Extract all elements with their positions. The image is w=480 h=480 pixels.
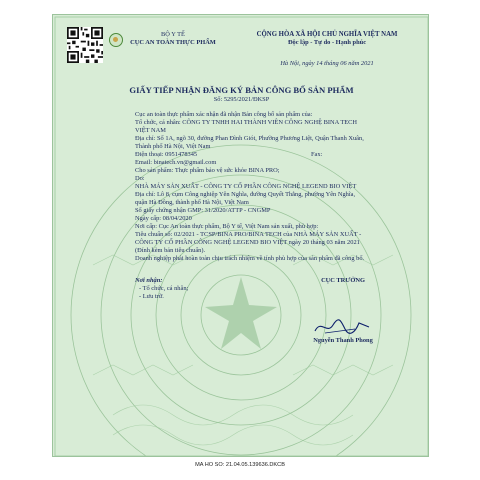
body-line: Số giấy chứng nhận GMP: 31/2020/ATTP - CNGMP xyxy=(135,207,271,214)
recipient-item: - Tổ chức, cá nhân; xyxy=(139,285,189,292)
body-line: Cục an toàn thực phẩm xác nhận đã nhận Bản công bố sản phẩm của: xyxy=(135,111,313,118)
document-title: GIẤY TIẾP NHẬN ĐĂNG KÝ BẢN CÔNG BỐ SẢN PHẨM xyxy=(129,85,354,95)
handwritten-signature xyxy=(311,317,373,337)
body-line: Địa chỉ: Số 1A, ngõ 30, đường Phan Đình Giót, Phường Phương Liệt, Quận Thanh Xuân, xyxy=(135,135,364,142)
body-line: Nơi cấp: Cục An toàn thực phẩm, Bộ Y tế, Việt Nam sản xuất, phù hợp: xyxy=(135,223,319,230)
certificate-document xyxy=(52,14,429,457)
issue-date: Hà Nội, ngày 14 tháng 06 năm 2021 xyxy=(280,60,374,67)
signatory-role: CỤC TRƯỞNG xyxy=(321,277,365,284)
recipients-heading: Nơi nhận: xyxy=(135,277,163,284)
body-line: Do: xyxy=(135,175,145,182)
document-number: Số: 5295/2021/ĐKSP xyxy=(213,96,270,103)
body-line: NHÀ MÁY SẢN XUẤT - CÔNG TY CỔ PHẦN CÔNG NGHỆ LEGEND BIO VIỆT xyxy=(135,183,357,190)
body-line: VIỆT NAM xyxy=(135,127,166,134)
body-line: Doanh nghiệp phải hoàn toàn chịu trách nhiệm về tính phù hợp của sản phẩm đã công bố. xyxy=(135,255,365,262)
qr-code xyxy=(67,27,103,63)
recipient-item: - Lưu trữ. xyxy=(139,293,164,300)
dossier-code: MA HO SO: 21.04.05.139636.DKCB xyxy=(195,462,285,468)
body-line: Tổ chức, cá nhân: CÔNG TY TNHH HAI THÀNH VIÊN CÔNG NGHỆ BINA TECH xyxy=(135,119,358,126)
body-line: Ngày cấp: 08/04/2020 xyxy=(135,215,192,222)
phone-line: Điện thoại: 0951478345 xyxy=(135,151,198,158)
body-line: quận Hà Đông, thành phố Hà Nội, Việt Nam xyxy=(135,199,249,206)
ministry-name: BỘ Y TẾ xyxy=(161,31,185,38)
fax-label: Fax: xyxy=(311,151,323,158)
email-line: Email: binatech.vn@gmail.com xyxy=(135,159,217,166)
signatory-name: Nguyễn Thanh Phong xyxy=(313,337,373,344)
body-line: (Đính kèm bản tiêu chuẩn). xyxy=(135,247,206,254)
agency-name: CỤC AN TOÀN THỰC PHẨM xyxy=(130,39,216,46)
national-motto: Độc lập - Tự do - Hạnh phúc xyxy=(287,39,367,46)
body-line: Cho sản phẩm: Thực phẩm bảo vệ sức khỏe BINA PRO; xyxy=(135,167,280,174)
body-line: Địa chỉ: Lô 8, cụm Công nghiệp Yên Nghĩa, đường Quyết Thắng, phường Yên Nghĩa, xyxy=(135,191,356,198)
country-name: CỘNG HÒA XÃ HỘI CHỦ NGHĨA VIỆT NAM xyxy=(256,31,398,38)
body-line: CÔNG TY CỔ PHẦN CÔNG NGHỆ LEGEND BIO VIỆT ngày 20 tháng 03 năm 2021 xyxy=(135,239,360,246)
body-line: Thành phố Hà Nội, Việt Nam xyxy=(135,143,211,150)
body-line: Tiêu chuẩn số: 02/2021 - TCSP/BINA PRO/BINA TECH của NHÀ MÁY SẢN XUẤT - xyxy=(135,231,362,238)
